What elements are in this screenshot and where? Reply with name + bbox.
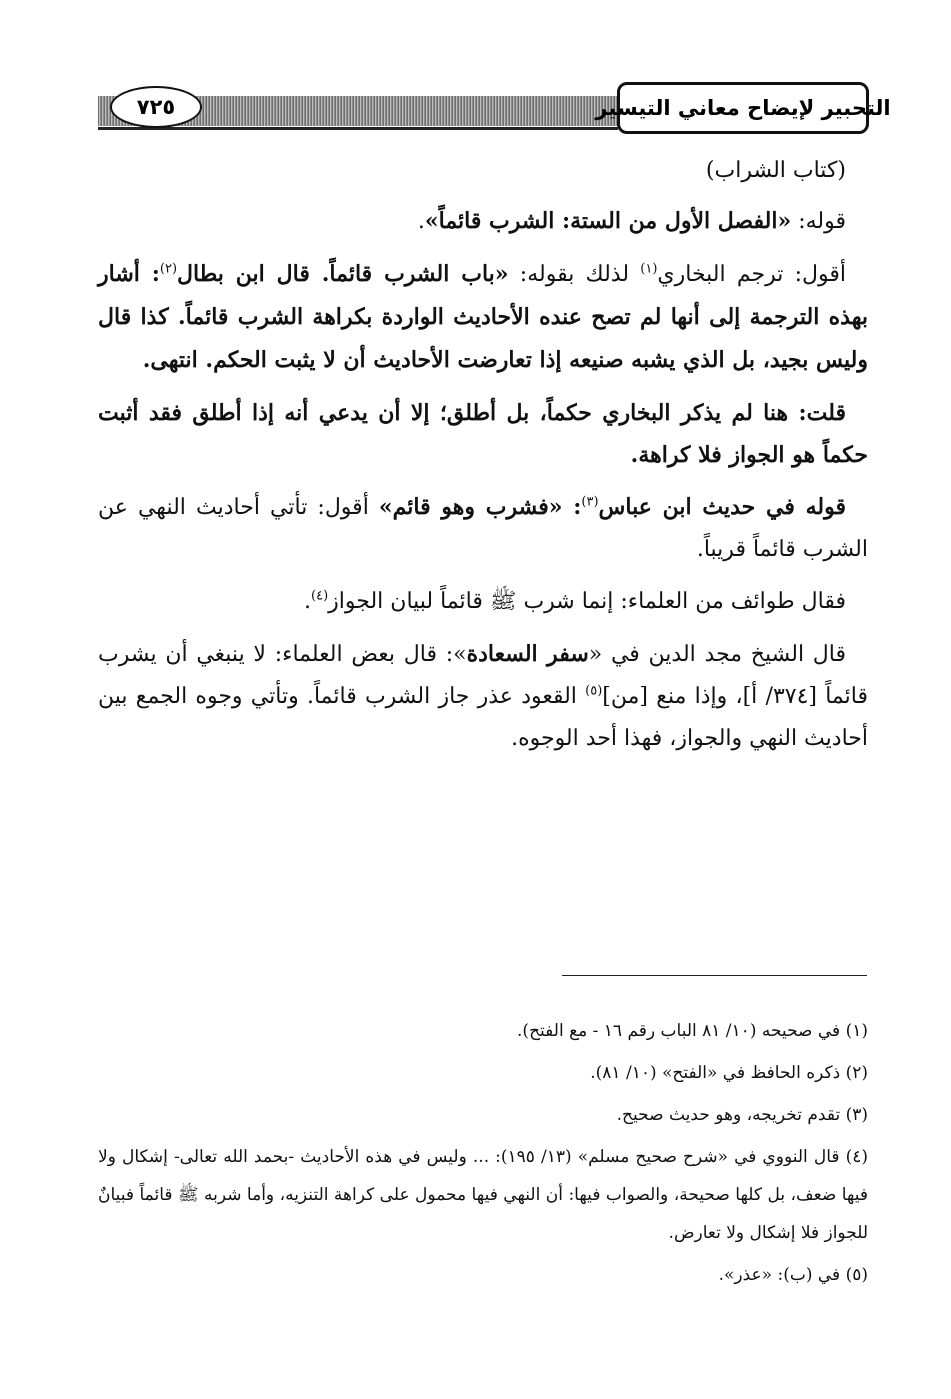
paragraph-5 — [98, 581, 868, 623]
p2-bold: «باب الشرب قائماً. قال ابن بطال — [177, 261, 509, 287]
p2-a: أقول: ترجم البخاري — [657, 262, 846, 287]
paragraph-6 — [98, 633, 868, 760]
page-number: ٧٢٥ — [136, 95, 176, 119]
footnote-5: (٥) في (ب): «عذر». — [718, 1265, 868, 1285]
p6-b: »: قال بعض العلماء: لا ينبغي أن يشرب قائماً [٣٧٤/ أ]، وإذا منع [من] — [98, 642, 868, 709]
p4-bold-b: : «فشرب وهو قائم» — [378, 494, 582, 520]
footnote-separator — [562, 975, 867, 976]
p4-bold-a: قوله في حديث ابن عباس — [598, 494, 846, 520]
p5-end: . — [304, 589, 312, 614]
p1-bold: «الفصل الأول من الستة: الشرب قائماً» — [424, 208, 792, 234]
p2-c: : أشار بهذه الترجمة إلى أنها لم تصح عنده الأحاديث الواردة بكراهة الشرب قائماً. كذا قال وليس بجيد، بل الذي يشبه صنيعه إذا تعارضت الأحاديث أن لا يثبت الحكم. انتهى. — [98, 261, 868, 373]
chapter-label: (كتاب الشراب) — [705, 158, 846, 183]
p2-b: لذلك بقوله: — [508, 262, 641, 287]
footnote-ref-3: (٣) — [581, 494, 599, 510]
footnote-1: (١) في صحيحه (١٠/ ٨١ الباب رقم ١٦ - مع الفتح). — [517, 1021, 868, 1041]
footnote-3: (٣) تقدم تخريجه، وهو حديث صحيح. — [616, 1105, 868, 1125]
footnote-ref-2: (٢) — [159, 261, 178, 277]
footnote-2: (٢) ذكره الحافظ في «الفتح» (١٠/ ٨١). — [590, 1063, 868, 1083]
paragraph-4 — [98, 486, 868, 571]
p1-end: . — [417, 209, 425, 234]
footnote-4: (٤) قال النووي في «شرح صحيح مسلم» (١٣/ ١٩٥): ... وليس في هذه الأحاديث -بحمد الله تعالى- إشكال ولا فيها ضعف، بل كلها صحيحة، والصواب فيها: أن النهي فيها محمول على كراهة التنزيه، وأما شربه ﷺ قائماً فبيانٌ للجواز فلا إشكال ولا تعارض. — [98, 1147, 868, 1243]
p1-lead: قوله: — [791, 209, 846, 234]
main-text — [98, 150, 868, 770]
paragraph-1 — [98, 200, 868, 243]
book-title: التحبير لإيضاح معاني التيسير — [595, 96, 891, 120]
paragraph-2 — [98, 253, 868, 382]
book-title-frame — [595, 82, 891, 134]
p4-rest: أقول: تأتي أحاديث النهي عن الشرب قائماً قريباً. — [98, 495, 868, 562]
p6-a: قال الشيخ مجد الدين في « — [588, 642, 847, 667]
paragraph-3: قلت: هنا لم يذكر البخاري حكماً، بل أطلق؛ إلا أن يدعي أنه إذا أطلق فقد أثبت حكماً هو الجواز فلا كراهة. — [98, 400, 868, 468]
p6-bold: سفر السعادة — [466, 641, 589, 667]
footnote-ref-1: (١) — [640, 261, 658, 277]
header-rule — [98, 127, 618, 130]
footnote-ref-4: (٤) — [311, 588, 329, 604]
page-number-oval — [110, 86, 202, 128]
footnotes — [98, 1012, 868, 1298]
p5-text: فقال طوائف من العلماء: إنما شرب ﷺ قائماً لبيان الجواز — [328, 589, 846, 614]
footnote-ref-5: (٥) — [585, 683, 603, 699]
p6-c: القعود عذر جاز الشرب قائماً. وتأتي وجوه الجمع بين أحاديث النهي والجواز، فهذا أحد الوجوه. — [98, 684, 868, 751]
